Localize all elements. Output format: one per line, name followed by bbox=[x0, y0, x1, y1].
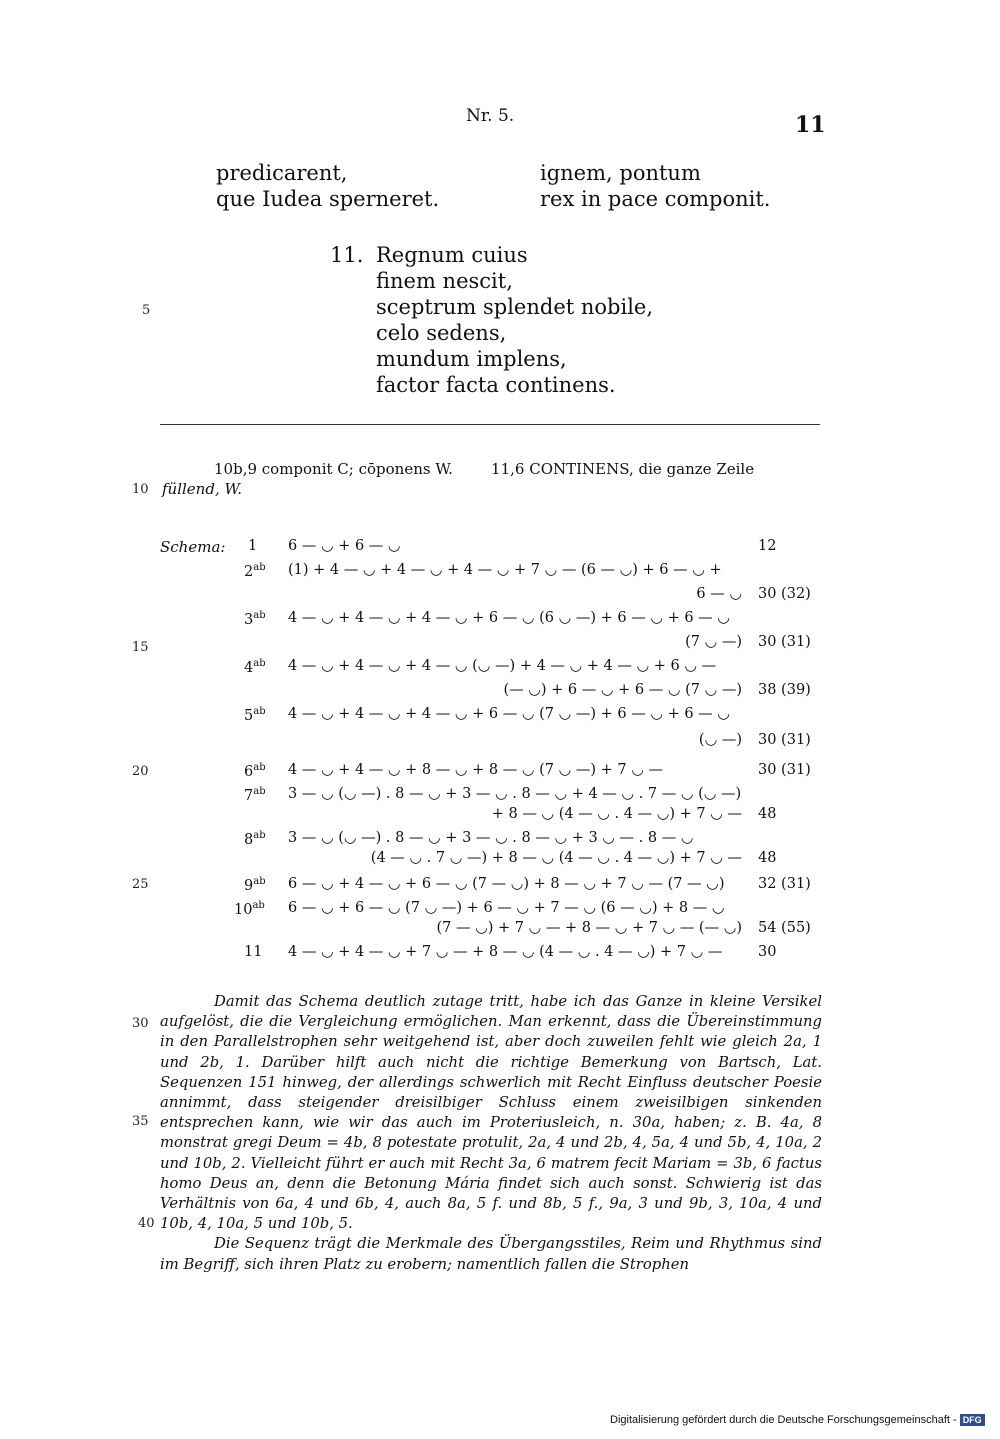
line-number: 30 bbox=[132, 1016, 149, 1031]
schema-row-number: $10^{ab}$ bbox=[234, 900, 265, 918]
line-number: 40 bbox=[138, 1216, 155, 1231]
schema-row-number: $5^{ab}$ bbox=[244, 706, 266, 724]
schema-formula: 3 — ◡ (◡ —) . 8 — ◡ + 3 — ◡ . 8 — ◡ + 3 ◡ — . 8 — ◡ bbox=[288, 830, 694, 846]
schema-row-number: $6^{ab}$ bbox=[244, 762, 266, 780]
schema-total: 54 (55) bbox=[758, 920, 811, 936]
dfg-logo: DFG bbox=[960, 1414, 985, 1426]
schema-row-number: $9^{ab}$ bbox=[244, 876, 266, 894]
schema-formula: (7 — ◡) + 7 ◡ — + 8 — ◡ + 7 ◡ — (— ◡) bbox=[436, 920, 742, 936]
schema-row-number: $2^{ab}$ bbox=[244, 562, 266, 580]
schema-formula: 6 — ◡ + 6 — ◡ (7 ◡ —) + 6 — ◡ + 7 — ◡ (6 — ◡) + 8 — ◡ bbox=[288, 900, 725, 916]
schema-label: Schema: bbox=[160, 538, 226, 556]
schema-row-number: 11 bbox=[244, 944, 263, 960]
schema-row-number: 1 bbox=[248, 538, 258, 554]
schema-total: 12 bbox=[758, 538, 777, 554]
schema-formula: (1) + 4 — ◡ + 4 — ◡ + 4 — ◡ + 7 ◡ — (6 — ◡) + 6 — ◡ + bbox=[288, 562, 722, 578]
schema-row-number: $8^{ab}$ bbox=[244, 830, 266, 848]
line-number: 35 bbox=[132, 1114, 149, 1129]
strophe-line: finem nescit, bbox=[376, 269, 513, 293]
commentary bbox=[160, 992, 822, 1275]
schema-formula: (4 — ◡ . 7 ◡ —) + 8 — ◡ (4 — ◡ . 4 — ◡) + 7 ◡ — bbox=[370, 850, 742, 866]
page-number: 11 bbox=[795, 112, 826, 138]
schema-formula: 4 — ◡ + 4 — ◡ + 7 ◡ — + 8 — ◡ (4 — ◡ . 4 — ◡) + 7 ◡ — bbox=[288, 944, 723, 960]
schema-total: 30 bbox=[758, 944, 777, 960]
digitization-credit bbox=[610, 1414, 985, 1426]
schema-formula: 6 — ◡ + 6 — ◡ bbox=[288, 538, 401, 554]
separator-rule bbox=[160, 424, 820, 425]
schema-row-number: $4^{ab}$ bbox=[244, 658, 266, 676]
schema-total: 30 (31) bbox=[758, 732, 811, 748]
schema-total: 48 bbox=[758, 850, 777, 866]
schema-total: 32 (31) bbox=[758, 876, 811, 892]
apparatus-line-1: 10b,9 componit C; cōponens W. 11,6 CONTINENS, die ganze Zeile bbox=[214, 460, 755, 478]
line-number: 20 bbox=[132, 764, 149, 779]
schema-formula: 4 — ◡ + 4 — ◡ + 4 — ◡ + 6 — ◡ (6 ◡ —) + 6 — ◡ + 6 — ◡ bbox=[288, 610, 730, 626]
strophe-line: mundum implens, bbox=[376, 347, 567, 371]
schema-formula: (— ◡) + 6 — ◡ + 6 — ◡ (7 ◡ —) bbox=[503, 682, 742, 698]
verse-right-1: ignem, pontum bbox=[540, 161, 701, 185]
strophe-line: celo sedens, bbox=[376, 321, 507, 345]
line-number: 25 bbox=[132, 877, 149, 892]
schema-formula: 6 — ◡ bbox=[696, 586, 742, 602]
schema-row-number: $7^{ab}$ bbox=[244, 786, 266, 804]
credit-text: Digitalisierung gefördert durch die Deutsche Forschungsgemeinschaft - bbox=[610, 1414, 957, 1426]
line-number: 10 bbox=[132, 482, 149, 497]
schema-total: 30 (31) bbox=[758, 762, 811, 778]
running-title: Nr. 5. bbox=[466, 106, 515, 126]
strophe-line: factor facta continens. bbox=[376, 373, 616, 397]
commentary-paragraph-1: Damit das Schema deutlich zutage tritt, habe ich das Ganze in kleine Versikel aufgelöst, die die Vergleichung ermöglichen. Man erkennt, dass die Übereinstimmung in den Parallelstrophen sehr weitgehend ist, aber doch zuweilen fehlt wie gleich 2a, 1 und 2b, 1. Darüber hilft auch nicht die richtige Bemerkung von Bartsch, Lat. Sequenzen 151 hinweg, der allerdings schwerlich mit Recht Einfluss deutscher Poesie annimmt, dass steigender dreisilbiger Schluss einem zweisilbigen sinkenden entsprechen kann, wie wir das auch im Proteriusleich, n. 30a, haben; z. B. 4a, 8 monstrat gregi Deum = 4b, 8 potestate protulit, 2a, 4 und 2b, 4, 5a, 4 und 5b, 4, 10a, 2 und 10b, 2. Vielleicht führt er auch mit Recht 3a, 6 matrem fecit Mariam = 3b, 6 factus homo Deus an, denn die Betonung Mária findet sich auch sonst. Schwierig ist das Verhältnis von 6a, 4 und 6b, 4, auch 8a, 5 f. und 8b, 5 f., 9a, 3 und 9b, 3, 10a, 4 und 10b, 4, 10a, 5 und 10b, 5. bbox=[160, 993, 822, 1233]
schema-formula: 3 — ◡ (◡ —) . 8 — ◡ + 3 — ◡ . 8 — ◡ + 4 — ◡ . 7 — ◡ (◡ —) bbox=[288, 786, 742, 802]
strophe-line: Regnum cuius bbox=[376, 243, 528, 267]
schema-formula: 6 — ◡ + 4 — ◡ + 6 — ◡ (7 — ◡) + 8 — ◡ + 7 ◡ — (7 — ◡) bbox=[288, 876, 725, 892]
schema-formula: 4 — ◡ + 4 — ◡ + 8 — ◡ + 8 — ◡ (7 ◡ —) + 7 ◡ — bbox=[288, 762, 663, 778]
schema-formula: 4 — ◡ + 4 — ◡ + 4 — ◡ (◡ —) + 4 — ◡ + 4 — ◡ + 6 ◡ — bbox=[288, 658, 717, 674]
strophe-number: 11. bbox=[330, 243, 364, 267]
verse-left-1: predicarent, bbox=[216, 161, 348, 185]
schema-total: 38 (39) bbox=[758, 682, 811, 698]
verse-right-2: rex in pace componit. bbox=[540, 187, 771, 211]
commentary-paragraph-2: Die Sequenz trägt die Merkmale des Übergangsstiles, Reim und Rhythmus sind im Begriff, sich ihren Platz zu erobern; namentlich fallen die Strophen bbox=[160, 1235, 822, 1273]
verse-left-2: que Iudea sperneret. bbox=[216, 187, 440, 211]
schema-formula: + 8 — ◡ (4 — ◡ . 4 — ◡) + 7 ◡ — bbox=[491, 806, 742, 822]
schema-total: 30 (31) bbox=[758, 634, 811, 650]
schema-formula: 4 — ◡ + 4 — ◡ + 4 — ◡ + 6 — ◡ (7 ◡ —) + 6 — ◡ + 6 — ◡ bbox=[288, 706, 730, 722]
schema-total: 30 (32) bbox=[758, 586, 811, 602]
schema-formula: (◡ —) bbox=[698, 732, 742, 748]
schema-row-number: $3^{ab}$ bbox=[244, 610, 266, 628]
apparatus-line-2: füllend, W. bbox=[162, 480, 243, 498]
line-number: 15 bbox=[132, 640, 149, 655]
line-number: 5 bbox=[142, 303, 151, 318]
strophe-line: sceptrum splendet nobile, bbox=[376, 295, 654, 319]
schema-formula: (7 ◡ —) bbox=[685, 634, 742, 650]
schema-total: 48 bbox=[758, 806, 777, 822]
